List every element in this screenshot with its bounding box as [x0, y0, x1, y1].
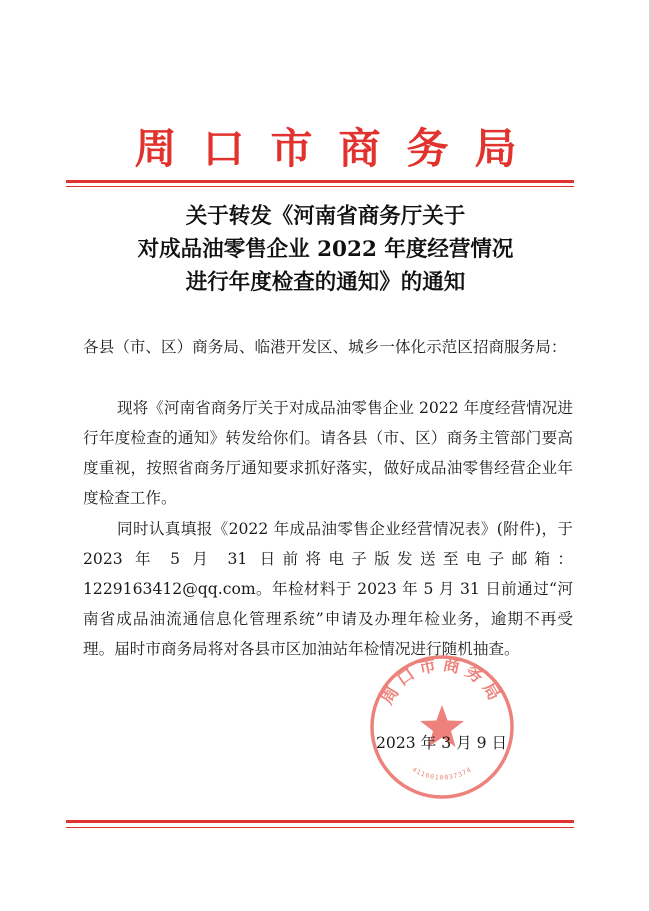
document-title — [80, 200, 571, 299]
addressee: 各县（市、区）商务局、临港开发区、城乡一体化示范区招商服务局： — [83, 338, 567, 356]
seal-code-path: 4116010037374 — [410, 765, 474, 782]
issue-date: 2023 年 3 月 9 日 — [376, 734, 508, 752]
title-line-3: 进行年度检查的通知》的通知 — [185, 270, 466, 295]
official-seal — [368, 653, 516, 801]
masthead-agency-name: 周口市商务局 — [134, 124, 543, 173]
seal-text-path: 周口市商务局 — [377, 654, 507, 709]
seal-text — [377, 654, 506, 709]
body-paragraph-1: 现将《河南省商务厅关于对成品油零售企业 2022 年度经营情况进行年度检查的通知》转发给你们。请各县（市、区）商务主管部门要高度重视，按照省商务厅通知要求抓好落实，做好成品油零售经营企业年度检查工作。 — [83, 399, 573, 507]
footer-rule-thick — [66, 820, 574, 823]
title-line-1: 关于转发《河南省商务厅关于 — [185, 204, 466, 229]
footer-rule-thin — [66, 827, 574, 828]
seal-code — [411, 765, 474, 781]
masthead-rule-thin — [66, 186, 574, 187]
title-line-2: 对成品油零售企业 2022 年度经营情况 — [137, 237, 514, 262]
body-paragraph-2: 同时认真填报《2022 年成品油零售企业经营情况表》(附件)，于 2023 年 5 月 31 日前将电子版发送至电子邮箱：1229163412@qq.com。年检材料于 2023 年 5 月 31 日前通过“河南省成品油流通信息化管理系统”申请及办理年检业务，逾期不再受理。届时市商务局将对各县市区加油站年检情况进行随机抽查。 — [83, 520, 573, 658]
masthead-rule-thick — [66, 180, 574, 183]
